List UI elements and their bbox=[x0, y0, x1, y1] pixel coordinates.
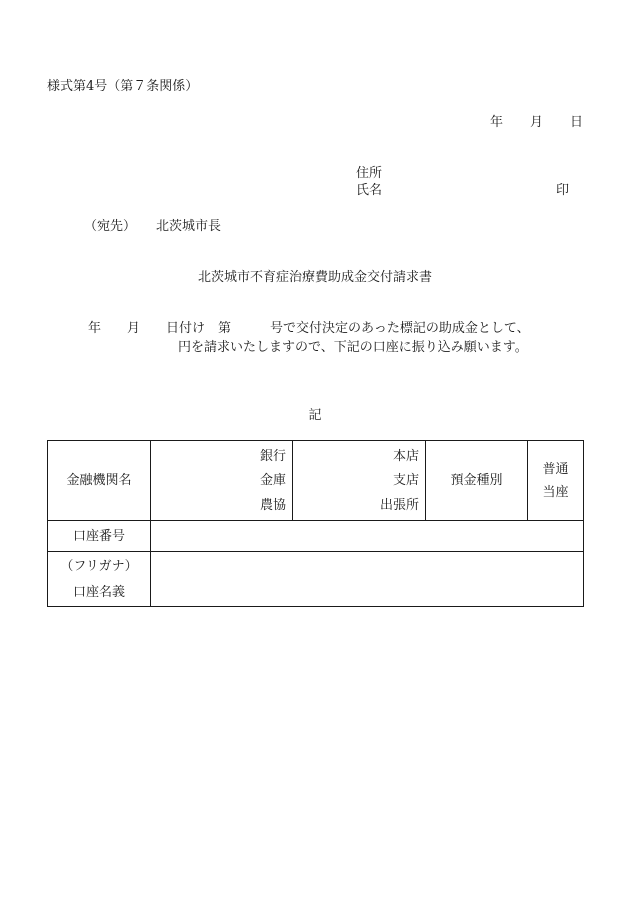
date-line bbox=[490, 116, 583, 129]
deposit-type-current: 当座 bbox=[542, 484, 569, 500]
branch-name-cell[interactable] bbox=[293, 441, 426, 521]
address-label: 住所 bbox=[356, 166, 383, 181]
bank-type-bank: 銀行 bbox=[259, 448, 286, 464]
bank-name-cell[interactable] bbox=[151, 441, 293, 521]
addressee bbox=[84, 220, 221, 233]
bank-type-nokyo: 農協 bbox=[259, 497, 286, 513]
date-year: 年 bbox=[490, 115, 504, 130]
name-label: 氏名 bbox=[356, 183, 383, 198]
deposit-type-ordinary: 普通 bbox=[542, 461, 569, 477]
branch-type-head: 本店 bbox=[392, 448, 419, 464]
account-holder-label: 口座名義 bbox=[72, 584, 125, 600]
seal-label: 印 bbox=[556, 183, 570, 198]
account-holder-field[interactable] bbox=[151, 552, 584, 607]
ki-heading: 記 bbox=[308, 408, 322, 423]
account-number-field[interactable] bbox=[151, 521, 584, 552]
account-holder-row bbox=[48, 552, 584, 607]
body-line-1: 年 月 日付け 第 号で交付決定のあった標記の助成金として、 bbox=[88, 321, 530, 336]
body-line-2: 円を請求いたしますので、下記の口座に振り込み願います。 bbox=[178, 340, 528, 355]
date-month: 月 bbox=[530, 115, 544, 130]
date-day: 日 bbox=[570, 115, 584, 130]
branch-type-office: 出張所 bbox=[379, 497, 419, 513]
deposit-type-cell[interactable] bbox=[528, 441, 584, 521]
document-title: 北茨城市不育症治療費助成金交付請求書 bbox=[197, 270, 432, 285]
deposit-type-label: 預金種別 bbox=[426, 441, 528, 521]
account-number-label: 口座番号 bbox=[48, 521, 151, 552]
bank-account-table bbox=[47, 440, 584, 607]
bank-type-shinkin: 金庫 bbox=[259, 473, 286, 488]
addressee-prefix: （宛先） bbox=[84, 219, 137, 234]
institution-row bbox=[48, 441, 584, 521]
addressee-recipient: 北茨城市長 bbox=[156, 219, 222, 234]
account-number-row bbox=[48, 521, 584, 552]
form-number: 様式第4号（第７条関係） bbox=[47, 79, 199, 94]
institution-label: 金融機関名 bbox=[48, 441, 151, 521]
furigana-label: （フリガナ） bbox=[60, 558, 138, 574]
branch-type-branch: 支店 bbox=[392, 473, 419, 488]
account-holder-label-cell bbox=[48, 552, 151, 607]
